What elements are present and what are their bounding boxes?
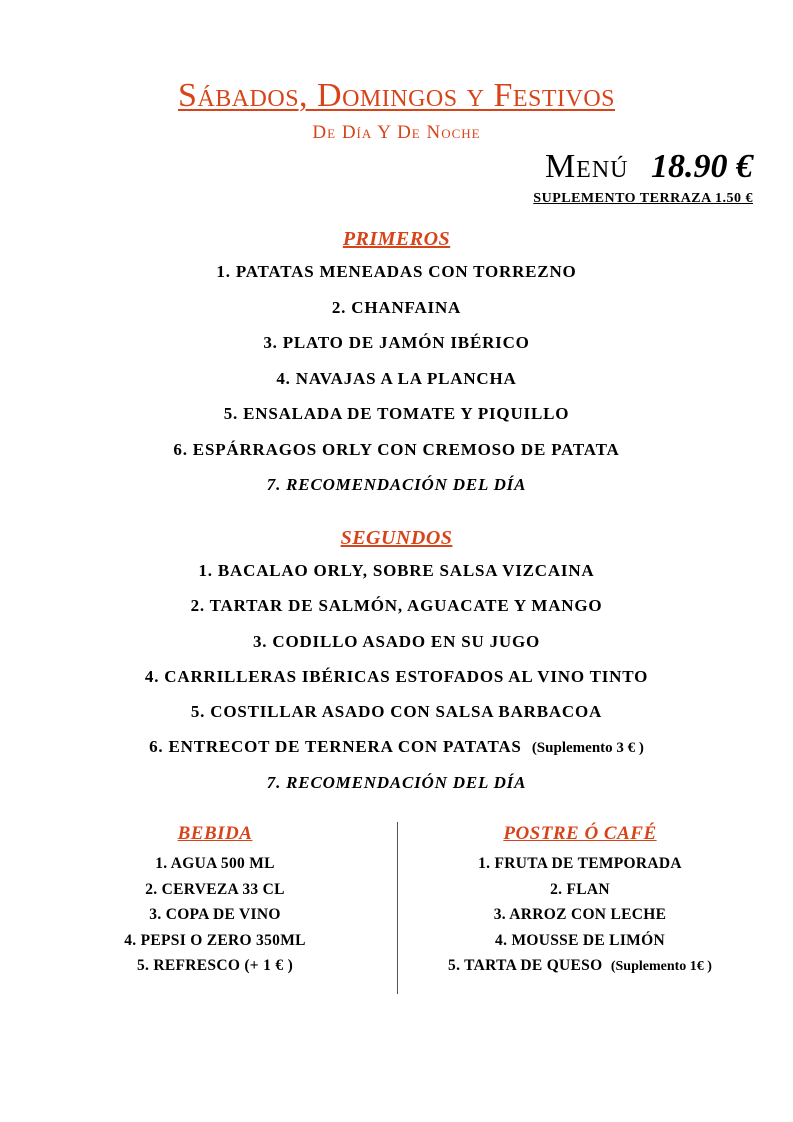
list-item: 2. FLAN [550,880,610,898]
menu-label: Menú [544,148,629,185]
supplement-note: (Suplemento 3 € ) [531,740,644,757]
list-item: 1. FRUTA DE TEMPORADA [478,855,682,872]
bebida-heading: BEBIDA [177,823,253,844]
list-item: 7. RECOMENDACIÓN DEL DÍA [266,475,527,494]
segundos-list [0,553,793,800]
list-item: 4. PEPSI O ZERO 350ML [124,931,306,949]
postre-heading: POSTRE Ó CAFÉ [503,823,657,844]
supplement-note: (Suplemento 1€ ) [610,959,712,975]
page-title: Sábados, Domingos y Festivos [177,77,616,114]
list-item: 5. ENSALADA DE TOMATE Y PIQUILLO [223,404,570,423]
list-item: 2. TARTAR DE SALMÓN, AGUACATE Y MANGO [190,596,603,616]
list-item: 1. AGUA 500 ML [155,855,275,872]
list-item: 1. PATATAS MENEADAS CON TORREZNO [216,262,577,281]
list-item: 4. NAVAJAS A LA PLANCHA [276,368,517,388]
terrace-supplement: SUPLEMENTO TERRAZA 1.50 € [533,191,753,206]
column-divider [397,822,398,994]
list-item: 3. CODILLO ASADO EN SU JUGO [252,631,541,651]
list-item: 2. CHANFAINA [331,297,462,317]
list-item: 5. COSTILLAR ASADO CON SALSA BARBACOA [190,702,603,722]
list-item: 1. BACALAO ORLY, SOBRE SALSA VIZCAINA [198,561,595,580]
primeros-list [0,254,793,503]
list-item: 6. ESPÁRRAGOS ORLY CON CREMOSO DE PATATA [173,439,620,459]
segundos-heading: SEGUNDOS [340,527,453,549]
primeros-heading: PRIMEROS [342,228,451,250]
postre-list [410,851,750,979]
page-subtitle: De Día Y De Noche [312,122,481,143]
list-item: 2. CERVEZA 33 CL [145,880,285,898]
list-item: 3. PLATO DE JAMÓN IBÉRICO [263,333,530,352]
list-item: 4. CARRILLERAS IBÉRICAS ESTOFADOS AL VINO TINTO [144,666,649,686]
list-item-text: 6. ENTRECOT DE TERNERA CON PATATAS [149,737,522,757]
menu-price: 18.90 € [651,148,753,185]
menu-price-line [545,146,753,188]
list-item: 3. ARROZ CON LECHE [493,906,667,924]
list-item-text: 5. TARTA DE QUESO [448,957,603,975]
list-item: 3. COPA DE VINO [149,906,281,924]
list-item: 4. MOUSSE DE LIMÓN [495,931,665,949]
list-item [0,729,793,764]
bebida-list [60,851,370,979]
list-item: 5. REFRESCO (+ 1 € ) [136,957,294,975]
list-item [410,953,750,979]
list-item: 7. RECOMENDACIÓN DEL DÍA [266,772,527,792]
